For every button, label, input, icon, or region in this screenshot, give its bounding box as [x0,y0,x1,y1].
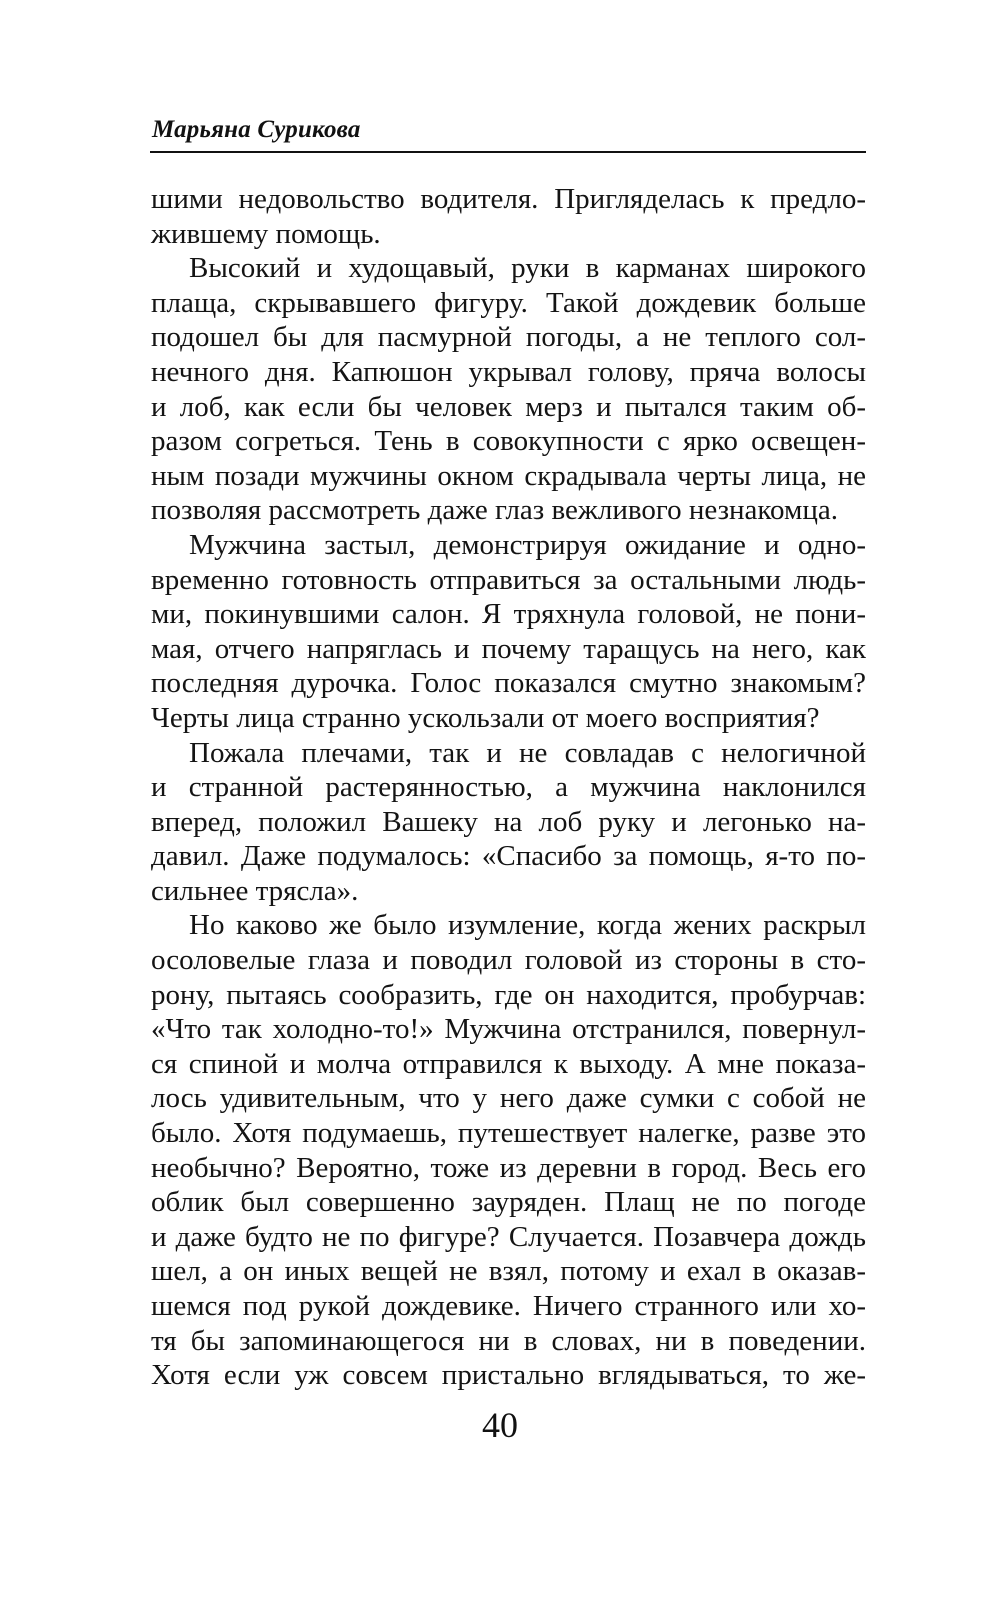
header-rule [150,151,866,153]
text-line: позволяя рассмотреть даже глаз вежливого незнакомца. [151,494,838,527]
text-line: тя бы запоминающегося ни в словах, ни в поведении. [151,1324,866,1357]
text-line: Хотя если уж совсем пристально вглядываться, то же- [151,1359,866,1392]
text-line: Высокий и худощавый, руки в карманах широкого [189,252,866,285]
text-line: ным позади мужчины окном скрадывала черты лица, не [151,459,866,492]
text-line: необычно? Вероятно, тоже из деревни в город. Весь его [151,1151,866,1184]
text-line: облик был совершенно зауряден. Плащ не по погоде [151,1186,866,1219]
text-line: вперед, положил Вашеку на лоб руку и легонько на- [151,805,866,838]
text-line: последняя дурочка. Голос показался смутно знакомым? [151,667,866,700]
text-line: сильнее трясла». [151,874,359,907]
text-line: было. Хотя подумаешь, путешествует налегке, разве это [151,1117,866,1150]
text-line: жившему помощь. [151,217,381,250]
text-line: и даже будто не по фигуре? Случается. Позавчера дождь [151,1220,866,1253]
text-line: плаща, скрывавшего фигуру. Такой дождевик больше [151,286,866,319]
text-line: временно готовность отправиться за остальными людь- [151,563,866,596]
text-line: разом согреться. Тень в совокупности с ярко освещен- [151,425,866,458]
running-head-author: Марьяна Сурикова [152,116,361,143]
text-line: мая, отчего напряглась и почему таращусь на него, как [151,632,866,665]
text-line: нечного дня. Капюшон укрывал голову, пряча волосы [151,355,866,388]
text-line: ми, покинувшими салон. Я тряхнула головой, не пони- [151,598,866,631]
text-line: Черты лица странно ускользали от моего восприятия? [151,701,820,734]
text-line: подошел бы для пасмурной погоды, а не теплого сол- [151,321,866,354]
text-line: Пожала плечами, так и не совладав с нелогичной [189,736,866,769]
text-line: Но каково же было изумление, когда жених раскрыл [189,909,866,942]
text-line: лось удивительным, что у него даже сумки с собой не [151,1082,866,1115]
text-line: шел, а он иных вещей не взял, потому и ехал в оказав- [151,1255,866,1288]
text-line: рону, пытаясь сообразить, где он находится, пробурчав: [151,978,866,1011]
text-line: ся спиной и молча отправился к выходу. А мне показа- [151,1047,866,1080]
text-line: и странной растерянностью, а мужчина наклонился [151,771,866,804]
text-line: осоловелые глаза и поводил головой из стороны в сто- [151,944,866,977]
body-text [151,182,866,1393]
text-line: «Что так холодно-то!» Мужчина отстранился, повернул- [151,1013,866,1046]
text-line: шемся под рукой дождевике. Ничего странного или хо- [151,1290,866,1322]
text-line: и лоб, как если бы человек мерз и пытался таким об- [151,390,866,423]
page-number: 40 [482,1405,518,1445]
text-line: давил. Даже подумалось: «Спасибо за помощь, я-то по- [151,840,866,873]
text-line: Мужчина застыл, демонстрируя ожидание и одно- [189,528,866,561]
text-line: шими недовольство водителя. Пригляделась к предло- [151,183,866,215]
